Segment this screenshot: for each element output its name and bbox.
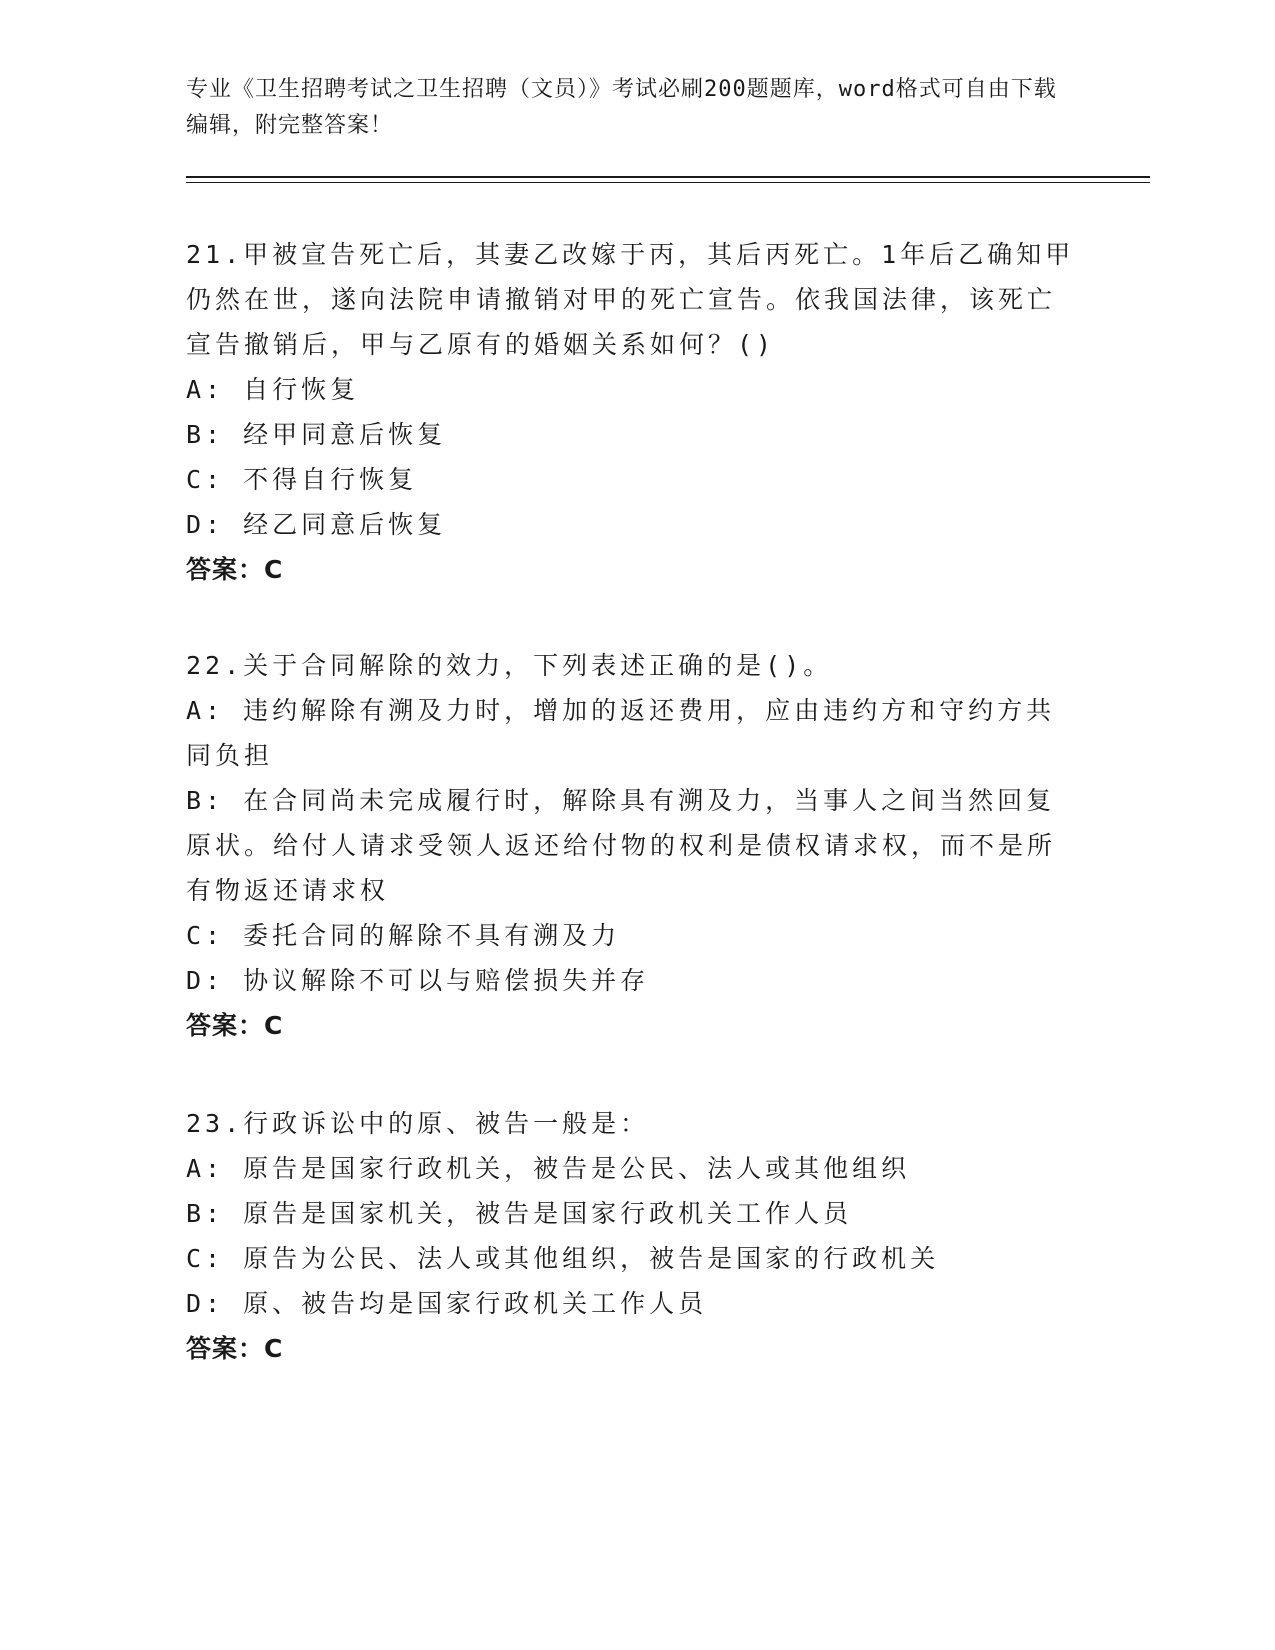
option-a: A: 违约解除有溯及力时，增加的返还费用，应由违约方和守约方共同负担 <box>186 696 1056 770</box>
answer-line: 答案：C <box>186 555 284 584</box>
question-stem: 21.甲被宣告死亡后，其妻乙改嫁于丙，其后丙死亡。1年后乙确知甲仍然在世，遂向法院申请撤销对甲的死亡宣告。依我国法律，该死亡宣告撤销后，甲与乙原有的婚姻关系如何？() <box>186 240 1075 359</box>
option-d: D: 原、被告均是国家行政机关工作人员 <box>186 1289 708 1318</box>
option-c: C: 不得自行恢复 <box>186 465 418 494</box>
document-header: 专业《卫生招聘考试之卫生招聘（文员）》考试必刷200题题库，word格式可自由下载编辑，附完整答案！ <box>186 77 1057 138</box>
option-b: B: 原告是国家机关，被告是国家行政机关工作人员 <box>186 1199 853 1228</box>
header-divider-thin <box>186 182 1150 183</box>
option-b: B: 经甲同意后恢复 <box>186 420 447 449</box>
option-d: D: 协议解除不可以与赔偿损失并存 <box>186 966 650 995</box>
header-divider-thick <box>186 176 1150 178</box>
answer-line: 答案：C <box>186 1334 284 1363</box>
answer-line: 答案：C <box>186 1011 284 1040</box>
question-23 <box>186 1101 1076 1371</box>
option-a: A: 自行恢复 <box>186 375 360 404</box>
option-c: C: 原告为公民、法人或其他组织，被告是国家的行政机关 <box>186 1244 940 1273</box>
option-c: C: 委托合同的解除不具有溯及力 <box>186 921 621 950</box>
question-21 <box>186 232 1076 592</box>
question-22 <box>186 643 1076 1048</box>
option-d: D: 经乙同意后恢复 <box>186 510 447 539</box>
question-stem: 23.行政诉讼中的原、被告一般是： <box>186 1109 650 1138</box>
question-stem: 22.关于合同解除的效力，下列表述正确的是()。 <box>186 651 833 680</box>
option-b: B: 在合同尚未完成履行时，解除具有溯及力，当事人之间当然回复原状。给付人请求受领人返还给付物的权利是债权请求权，而不是所有物返还请求权 <box>186 786 1057 905</box>
option-a: A: 原告是国家行政机关，被告是公民、法人或其他组织 <box>186 1154 911 1183</box>
